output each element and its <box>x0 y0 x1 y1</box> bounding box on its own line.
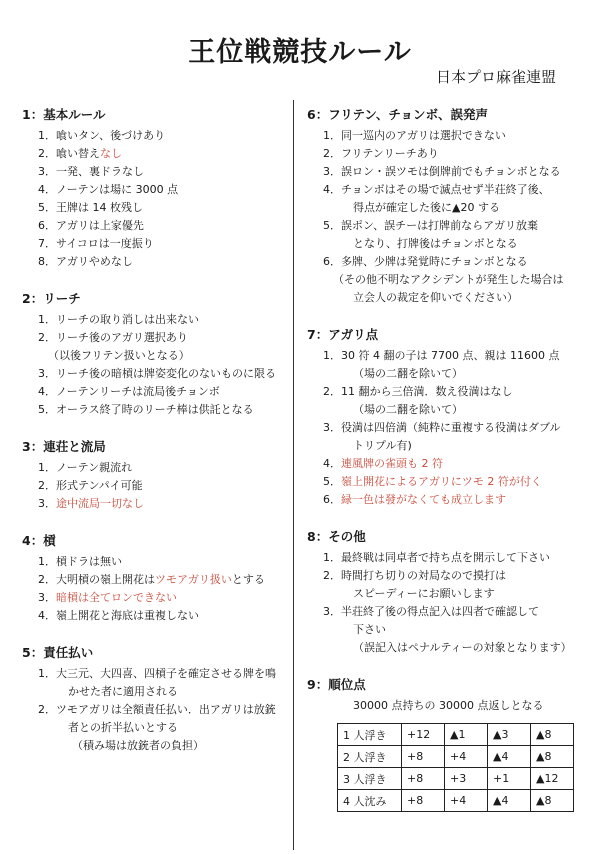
table-cell: +3 <box>445 768 488 790</box>
table-cell: +4 <box>445 790 488 812</box>
item-text: 途中流局一切なし <box>56 497 144 510</box>
rule-item <box>307 253 582 271</box>
rule-section <box>22 106 294 271</box>
table-cell: +8 <box>402 768 445 790</box>
item-text: 時間打ち切りの対局なので摸打は <box>341 569 506 582</box>
item-number: 5． <box>323 475 341 488</box>
row-label: 1 人浮き <box>338 724 402 746</box>
item-continuation: 下さい <box>353 623 386 636</box>
item-number: 1． <box>38 313 56 326</box>
item-emphasis: なし <box>100 147 122 160</box>
rule-item <box>22 311 294 329</box>
item-number: 2． <box>38 573 56 586</box>
rank-point-table <box>337 723 574 812</box>
table-cell: +8 <box>402 790 445 812</box>
rule-section <box>307 528 582 657</box>
item-text: 王牌は 14 枚残し <box>56 201 143 214</box>
item-note: （積み場は放銃者の負担） <box>72 739 204 752</box>
item-number: 1． <box>323 129 341 142</box>
item-number: 5． <box>323 219 341 232</box>
rule-section <box>307 326 582 509</box>
rule-item <box>22 589 294 607</box>
item-text: 同一巡内のアガリは選択できない <box>341 129 506 142</box>
rule-item <box>307 491 582 509</box>
rule-item <box>22 163 294 181</box>
rule-section <box>22 438 294 513</box>
item-text: 嶺上開花と海底は重複しない <box>56 609 199 622</box>
item-number: 3． <box>323 421 341 434</box>
item-number: 6． <box>323 493 341 506</box>
rule-section <box>22 290 294 419</box>
item-continuation: 立会人の裁定を仰いでください） <box>353 291 518 304</box>
row-label: 4 人沈み <box>338 790 402 812</box>
rule-item <box>22 145 294 163</box>
rank-note: 30000 点持ちの 30000 点返しとなる <box>353 699 544 712</box>
item-text: 一発、裏ドラなし <box>56 165 144 178</box>
rule-item <box>22 365 294 383</box>
item-number: 1． <box>323 349 341 362</box>
rule-item <box>307 603 582 621</box>
item-text: ノーテンリーチは流局後チョンボ <box>56 385 220 398</box>
item-continuation: かせた者に適用される <box>68 685 178 698</box>
item-text: 喰い替えなし <box>56 147 122 160</box>
item-text: サイコロは一度振り <box>56 237 154 250</box>
item-continuation: 得点が確定した後に▲20 する <box>353 201 500 214</box>
rule-item <box>307 347 582 365</box>
item-emphasis: ツモアガリ扱い <box>155 573 232 586</box>
rule-item <box>22 127 294 145</box>
item-text: 暗槓は全てロンできない <box>56 591 177 604</box>
item-text: 誤ポン、誤チーは打牌前ならアガリ放棄 <box>341 219 539 232</box>
rule-item <box>307 473 582 491</box>
rule-item <box>22 571 294 589</box>
section-heading: 8：その他 <box>307 529 366 544</box>
item-number: 7． <box>38 237 56 250</box>
table-cell: ▲3 <box>488 724 531 746</box>
item-number: 3． <box>38 497 56 510</box>
section-heading: 4：槓 <box>22 533 56 548</box>
rule-item <box>307 383 582 401</box>
item-number: 1． <box>38 129 56 142</box>
rule-item <box>307 419 582 437</box>
item-continuation: （場の二翻を除いて） <box>353 403 463 416</box>
table-cell: ▲1 <box>445 724 488 746</box>
section-heading: 3：連荘と流局 <box>22 439 106 454</box>
item-text: オーラス終了時のリーチ棒は供託となる <box>56 403 254 416</box>
rule-item <box>22 607 294 625</box>
item-text: リーチ後のアガリ選択あり <box>56 331 188 344</box>
section-heading: 9：順位点 <box>307 677 366 692</box>
item-text: ノーテンは場に 3000 点 <box>56 183 179 196</box>
right-column <box>307 106 582 831</box>
rule-item <box>22 217 294 235</box>
rule-item <box>307 549 582 567</box>
item-number: 1． <box>38 667 56 680</box>
table-row <box>338 724 574 746</box>
table-cell: ▲8 <box>531 790 574 812</box>
item-text: 最終戦は同卓者で持ち点を開示して下さい <box>341 551 550 564</box>
rule-item <box>307 145 582 163</box>
item-note: （以後フリテン扱いとなる） <box>48 349 190 362</box>
item-continuation: トリプル有) <box>353 439 412 452</box>
table-row <box>338 746 574 768</box>
item-number: 2． <box>38 703 56 716</box>
item-text: 大三元、大四喜、四槓子を確定させる牌を鳴 <box>56 667 276 680</box>
rule-item <box>22 329 294 347</box>
rule-item <box>307 163 582 181</box>
item-number: 4． <box>323 183 341 196</box>
item-number: 6． <box>323 255 341 268</box>
item-number: 4． <box>38 609 56 622</box>
row-label: 3 人浮き <box>338 768 402 790</box>
item-number: 1． <box>38 461 56 474</box>
table-cell: +4 <box>445 746 488 768</box>
table-cell: ▲4 <box>488 790 531 812</box>
item-number: 2． <box>38 331 56 344</box>
rule-item <box>307 567 582 585</box>
section-heading: 6：フリテン、チョンボ、誤発声 <box>307 107 488 122</box>
rule-item <box>307 217 582 235</box>
item-text: チョンボはその場で滅点せず半荘終了後、 <box>341 183 550 196</box>
item-text: 形式テンパイ可能 <box>56 479 143 492</box>
page-title: 王位戦競技ルール <box>188 37 412 68</box>
table-cell: ▲8 <box>531 724 574 746</box>
item-text: 30 符 4 翻の子は 7700 点、親は 11600 点 <box>341 349 560 362</box>
section-heading: 1：基本ルール <box>22 107 106 122</box>
item-text: 連風牌の雀頭も 2 符 <box>341 457 443 470</box>
item-number: 1． <box>323 551 341 564</box>
item-number: 1． <box>38 555 56 568</box>
row-label: 2 人浮き <box>338 746 402 768</box>
item-note: （その他不明なアクシデントが発生した場合は <box>333 273 564 286</box>
table-cell: +12 <box>402 724 445 746</box>
item-number: 3． <box>38 591 56 604</box>
item-number: 3． <box>323 605 341 618</box>
rule-section <box>22 644 294 755</box>
table-cell: +8 <box>402 746 445 768</box>
item-text: 喰いタン、後づけあり <box>56 129 166 142</box>
item-text: アガリやめなし <box>56 255 133 268</box>
rule-item <box>22 253 294 271</box>
item-text: フリテンリーチあり <box>341 147 439 160</box>
table-cell: +1 <box>488 768 531 790</box>
item-continuation: （誤記入はペナルティーの対象となります） <box>353 641 572 654</box>
item-number: 4． <box>38 183 56 196</box>
rule-item <box>22 553 294 571</box>
rule-section <box>22 532 294 625</box>
section-heading: 7：アガリ点 <box>307 327 379 342</box>
rule-section <box>307 106 582 307</box>
table-cell: ▲4 <box>488 746 531 768</box>
item-text: ノーテン親流れ <box>56 461 133 474</box>
item-continuation: となり、打牌後はチョンボとなる <box>353 237 518 250</box>
rule-item <box>22 459 294 477</box>
item-continuation: （場の二翻を除いて） <box>353 367 463 380</box>
section-heading: 5：責任払い <box>22 645 94 660</box>
item-number: 4． <box>323 457 341 470</box>
item-text: リーチの取り消しは出来ない <box>56 313 199 326</box>
item-text: リーチ後の暗槓は牌姿変化のないものに限る <box>56 367 276 380</box>
table-row <box>338 790 574 812</box>
table-cell: ▲12 <box>531 768 574 790</box>
item-number: 3． <box>323 165 341 178</box>
item-text: 大明槓の嶺上開花はツモアガリ扱いとする <box>56 573 265 586</box>
item-number: 2． <box>323 569 341 582</box>
rule-item <box>307 455 582 473</box>
rule-item <box>22 701 294 719</box>
item-number: 5． <box>38 201 56 214</box>
item-number: 8． <box>38 255 56 268</box>
rule-item <box>22 495 294 513</box>
item-number: 5． <box>38 403 56 416</box>
item-text: 槓ドラは無い <box>56 555 122 568</box>
item-number: 3． <box>38 367 56 380</box>
item-text: 11 翻から三倍満．数え役満はなし <box>341 385 513 398</box>
rule-item <box>22 477 294 495</box>
item-number: 2． <box>38 147 56 160</box>
table-cell: ▲8 <box>531 746 574 768</box>
item-text: ツモアガリは全額責任払い．出アガリは放銃 <box>56 703 276 716</box>
item-number: 6． <box>38 219 56 232</box>
item-number: 2． <box>323 385 341 398</box>
rule-section <box>307 676 582 812</box>
item-number: 3． <box>38 165 56 178</box>
organization-name: 日本プロ麻雀連盟 <box>435 68 556 86</box>
item-continuation: 者との折半払いとする <box>68 721 178 734</box>
item-text: 役満は四倍満（純粋に重複する役満はダブル <box>341 421 561 434</box>
table-row <box>338 768 574 790</box>
rule-item <box>22 401 294 419</box>
item-text: アガリは上家優先 <box>56 219 144 232</box>
item-text: 緑一色は發がなくても成立します <box>341 493 506 506</box>
item-text: 多牌、少牌は発覚時にチョンボとなる <box>341 255 528 268</box>
item-number: 4． <box>38 385 56 398</box>
item-number: 2． <box>323 147 341 160</box>
item-continuation: スピーディーにお願いします <box>353 587 495 600</box>
item-text: 嶺上開花によるアガリにツモ 2 符が付く <box>341 475 542 488</box>
section-heading: 2：リーチ <box>22 291 81 306</box>
rule-item <box>22 235 294 253</box>
rule-item <box>307 181 582 199</box>
rule-item <box>22 383 294 401</box>
item-text: 誤ロン・誤ツモは倒牌前でもチョンボとなる <box>341 165 561 178</box>
rule-item <box>22 199 294 217</box>
left-column <box>22 106 294 774</box>
item-number: 2． <box>38 479 56 492</box>
rule-item <box>307 127 582 145</box>
item-text: 半荘終了後の得点記入は四者で確認して <box>341 605 539 618</box>
rule-item <box>22 181 294 199</box>
rule-item <box>22 665 294 683</box>
